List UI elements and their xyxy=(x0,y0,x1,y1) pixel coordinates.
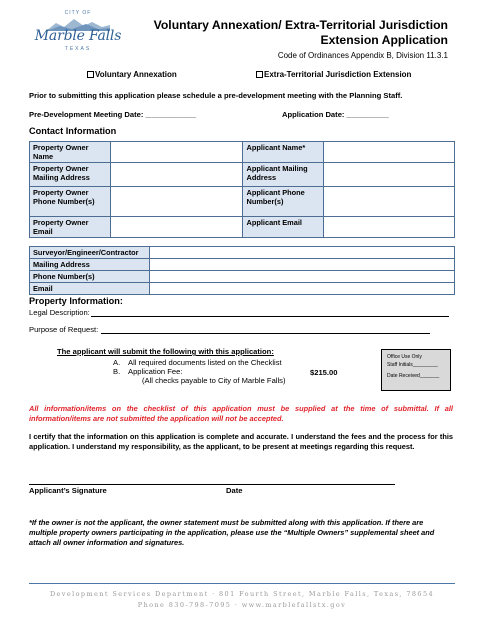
option-voluntary-annexation[interactable] xyxy=(87,70,177,79)
legal-line[interactable] xyxy=(91,308,449,317)
legal-label: Legal Description: xyxy=(29,308,90,317)
table-row xyxy=(30,217,455,238)
date-received-field: Date Received_______ xyxy=(387,373,440,379)
title-line-2: Extension Application xyxy=(320,33,448,47)
title-line-1: Voluntary Annexation/ Extra-Territorial Jurisdiction xyxy=(153,18,448,32)
option2-label: Extra-Territorial Jurisdiction Extension xyxy=(264,70,412,79)
checkbox-voluntary-annexation[interactable] xyxy=(87,71,94,78)
footer-contact: Phone 830-798-7095 · www.marblefallstx.gov xyxy=(137,601,347,609)
owner-name-label: Property Owner Name xyxy=(30,142,111,163)
table-row xyxy=(30,187,455,217)
table-row xyxy=(30,163,455,187)
item-b-note: (All checks payable to City of Marble Falls) xyxy=(142,376,286,385)
date-label: Date xyxy=(226,486,243,495)
surveyor-address-input[interactable] xyxy=(149,259,454,271)
owner-email-label: Property Owner Email xyxy=(30,217,111,238)
applicant-phone-input[interactable] xyxy=(324,187,455,217)
owner-name-input[interactable] xyxy=(110,142,243,163)
table-row xyxy=(30,283,455,295)
submit-heading: The applicant will submit the following with this application: xyxy=(57,347,274,356)
form-subtitle: Code of Ordinances Appendix B, Division 11.3.1 xyxy=(277,51,448,60)
table-row xyxy=(30,259,455,271)
owner-address-input[interactable] xyxy=(110,163,243,187)
logo-name: Marble Falls xyxy=(34,28,122,44)
applicant-name-input[interactable] xyxy=(324,142,455,163)
office-use-title: Office Use Only xyxy=(387,354,422,360)
applicant-address-input[interactable] xyxy=(324,163,455,187)
table-row xyxy=(30,247,455,259)
fee-amount: $215.00 xyxy=(310,368,338,377)
table-row xyxy=(30,271,455,283)
owner-email-input[interactable] xyxy=(110,217,243,238)
red-notice: All information/items on the checklist of this application must be supplied at the time of submittal. If all information/items are not submitted the application will not be accepted. xyxy=(29,404,453,423)
certification-text: I certify that the information on this application is complete and accurate. I understand the fees and the process for this application. I understand my responsibility, as the applicant, to be present at meetings regarding this request. xyxy=(29,432,453,451)
staff-initials-field: Staff Initials_________ xyxy=(387,362,438,368)
surveyor-phone-label: Phone Number(s) xyxy=(30,271,150,283)
contact-heading: Contact Information xyxy=(29,126,117,136)
item-b-letter: B. xyxy=(113,367,121,376)
owner-phone-input[interactable] xyxy=(110,187,243,217)
applicant-email-label: Applicant Email xyxy=(243,217,324,238)
item-b-text: Application Fee: xyxy=(128,367,183,376)
property-heading: Property Information: xyxy=(29,296,123,306)
surveyor-email-label: Email xyxy=(30,283,150,295)
applicant-phone-label: Applicant Phone Number(s) xyxy=(243,187,324,217)
surveyor-phone-input[interactable] xyxy=(149,271,454,283)
purpose-field[interactable] xyxy=(29,325,430,334)
applicant-email-input[interactable] xyxy=(324,217,455,238)
city-logo xyxy=(30,8,126,58)
application-date-field[interactable]: Application Date: __________ xyxy=(282,110,389,119)
checkbox-etj-extension[interactable] xyxy=(256,71,263,78)
option1-label: Voluntary Annexation xyxy=(95,70,177,79)
prior-note: Prior to submitting this application please schedule a pre-development meeting with the Planning Staff. xyxy=(29,91,403,100)
purpose-line[interactable] xyxy=(101,325,430,334)
item-a-letter: A. xyxy=(113,358,121,367)
legal-description-field[interactable] xyxy=(29,308,449,317)
item-a-text: All required documents listed on the Checklist xyxy=(128,358,282,367)
surveyor-address-label: Mailing Address xyxy=(30,259,150,271)
logo-state-text: TEXAS xyxy=(64,46,92,52)
applicant-name-label: Applicant Name* xyxy=(243,142,324,163)
logo-city-text: CITY OF xyxy=(64,10,92,16)
surveyor-input[interactable] xyxy=(149,247,454,259)
footer-address: Development Services Department · 801 Fourth Street, Marble Falls, Texas, 78654 xyxy=(49,590,435,598)
applicant-address-label: Applicant Mailing Address xyxy=(243,163,324,187)
form-title xyxy=(154,18,448,48)
surveyor-label: Surveyor/Engineer/Contractor xyxy=(30,247,150,259)
footer-divider xyxy=(29,583,455,584)
office-use-box xyxy=(381,349,451,391)
predev-date-field[interactable]: Pre-Development Meeting Date: ____________ xyxy=(29,110,197,119)
owner-note: *If the owner is not the applicant, the owner statement must be submitted along with this application. If there are multiple property owners participating in the application, please use the “Multiple Owners” supplemental sheet and attach all owner information and signatures. xyxy=(29,518,435,547)
surveyor-email-input[interactable] xyxy=(149,283,454,295)
option-etj-extension[interactable] xyxy=(256,70,411,79)
contact-table xyxy=(29,141,455,238)
signature-line[interactable] xyxy=(29,484,395,485)
purpose-label: Purpose of Request: xyxy=(29,325,99,334)
owner-phone-label: Property Owner Phone Number(s) xyxy=(30,187,111,217)
owner-address-label: Property Owner Mailing Address xyxy=(30,163,111,187)
table-row xyxy=(30,142,455,163)
signature-label: Applicant’s Signature xyxy=(29,486,107,495)
surveyor-table xyxy=(29,246,455,295)
